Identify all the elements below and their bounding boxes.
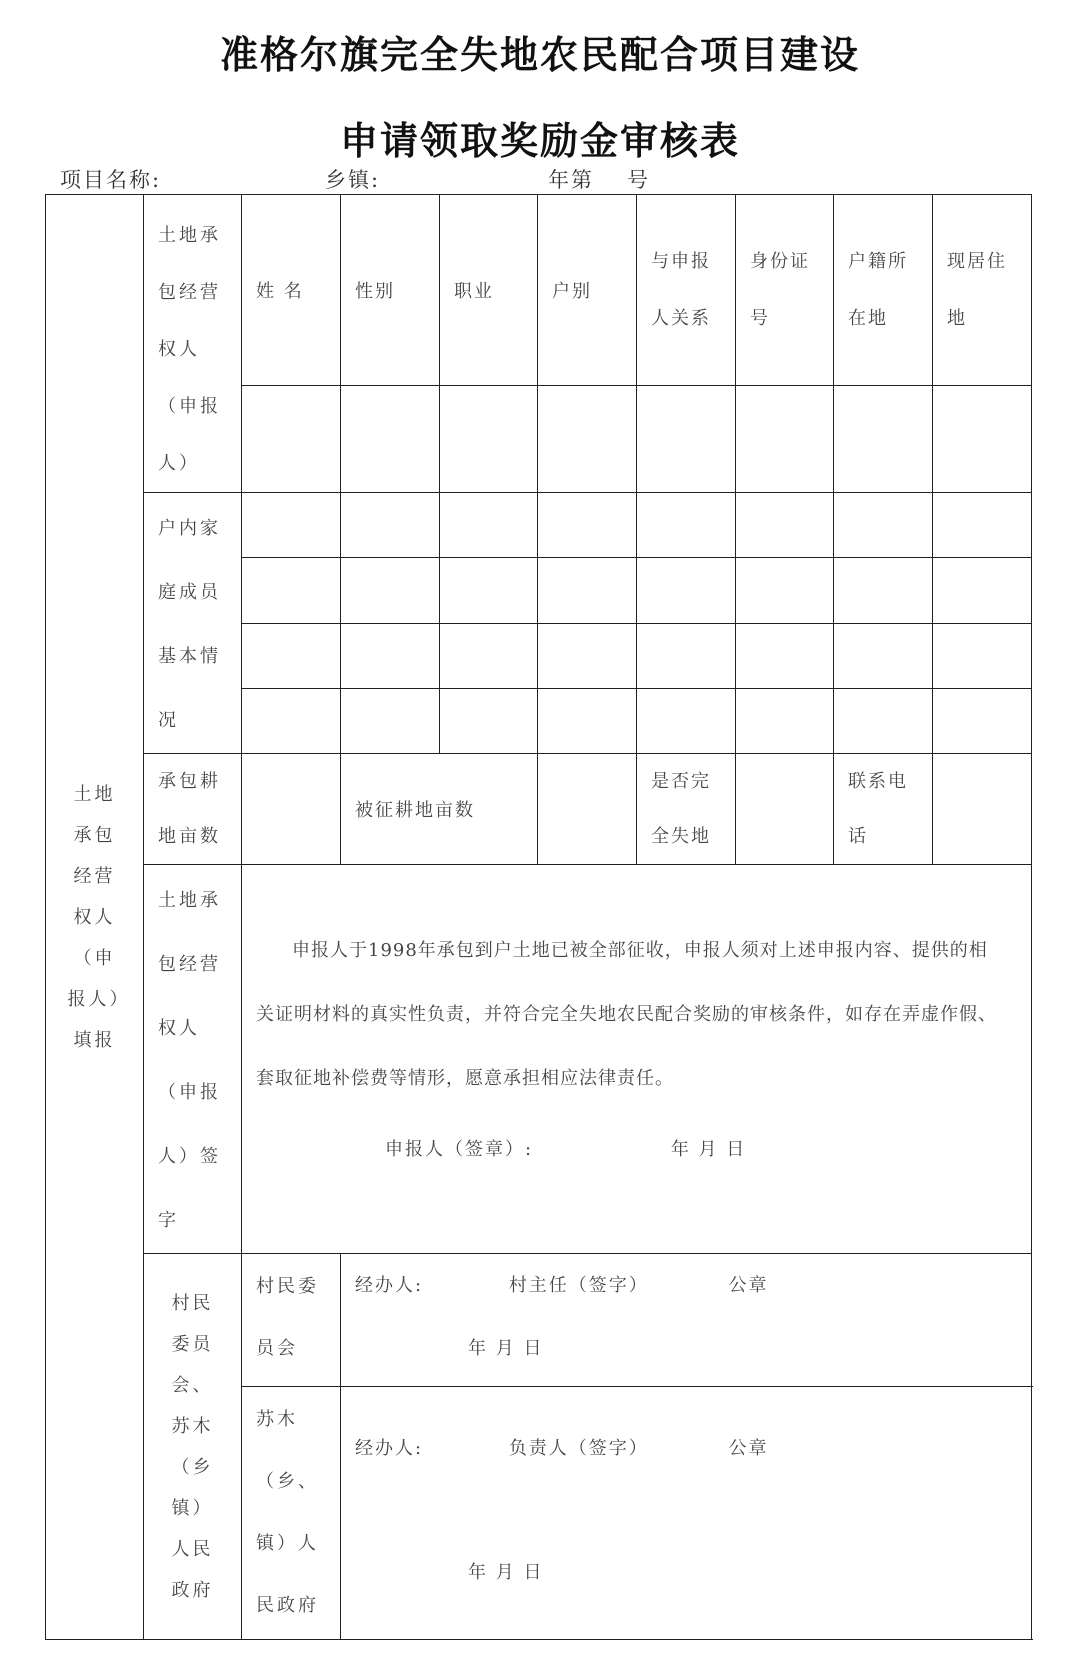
header-hukou: 户籍所在地 bbox=[848, 251, 908, 330]
family-cell[interactable] bbox=[242, 623, 341, 688]
title-line-2: 申请领取奖励金审核表 bbox=[339, 119, 740, 163]
town-person-label: 负责人（签字） bbox=[508, 1438, 649, 1459]
header-household-type-cell bbox=[538, 195, 637, 386]
expropriated-area-value[interactable] bbox=[538, 754, 637, 865]
family-cell[interactable] bbox=[242, 558, 341, 623]
family-cell[interactable] bbox=[440, 493, 538, 558]
header-gender: 性别 bbox=[355, 281, 395, 303]
village-director-label: 村主任（签字） bbox=[508, 1275, 649, 1296]
fully-landless-value[interactable] bbox=[736, 754, 834, 865]
family-cell[interactable] bbox=[834, 493, 933, 558]
signature-label-cell bbox=[144, 865, 242, 1254]
town-date: 年 月 日 bbox=[468, 1562, 544, 1583]
contract-area-label: 承包耕地亩数 bbox=[158, 771, 221, 847]
family-cell[interactable] bbox=[736, 558, 834, 623]
applicant-group-label: 土地承包经营权人（申报人）填报 bbox=[67, 783, 122, 1051]
declaration-cell bbox=[242, 865, 1032, 1254]
holder-label-cell bbox=[144, 195, 242, 493]
family-cell[interactable] bbox=[736, 623, 834, 688]
declarant-signature-label: 申报人（签章）: bbox=[385, 1139, 534, 1160]
family-cell[interactable] bbox=[538, 493, 637, 558]
audit-form-table bbox=[45, 194, 1032, 1640]
family-cell[interactable] bbox=[538, 558, 637, 623]
family-cell[interactable] bbox=[637, 688, 736, 753]
number-label: 号 bbox=[627, 168, 650, 192]
project-name-label: 项目名称: bbox=[60, 168, 162, 192]
family-cell[interactable] bbox=[341, 493, 440, 558]
header-name-cell bbox=[242, 195, 341, 386]
holder-household-value[interactable] bbox=[538, 386, 637, 493]
family-cell[interactable] bbox=[440, 688, 538, 753]
title-line-1: 准格尔旗完全失地农民配合项目建设 bbox=[219, 33, 860, 77]
applicant-group-cell bbox=[46, 195, 144, 1640]
town-seal-label: 公章 bbox=[728, 1438, 769, 1459]
year-no-label: 年第 bbox=[548, 168, 594, 192]
village-date: 年 月 日 bbox=[468, 1338, 544, 1359]
header-relation: 与申报人关系 bbox=[651, 251, 711, 330]
committee-group-label: 村民委员会、苏木（乡镇）人民政府 bbox=[171, 1292, 214, 1601]
family-cell[interactable] bbox=[834, 623, 933, 688]
expropriated-area-label-cell bbox=[341, 754, 538, 865]
family-cell[interactable] bbox=[834, 558, 933, 623]
phone-label: 联系电话 bbox=[848, 771, 908, 847]
phone-label-cell bbox=[834, 754, 933, 865]
header-residence: 现居住地 bbox=[947, 251, 1007, 330]
family-cell[interactable] bbox=[440, 623, 538, 688]
family-cell[interactable] bbox=[933, 623, 1032, 688]
fully-landless-label-cell bbox=[637, 754, 736, 865]
holder-id-value[interactable] bbox=[736, 386, 834, 493]
village-label: 村民委员会 bbox=[256, 1276, 319, 1359]
family-cell[interactable] bbox=[637, 623, 736, 688]
holder-label: 土地承包经营权人（申报人） bbox=[158, 225, 221, 474]
family-cell[interactable] bbox=[933, 558, 1032, 623]
town-gov-sign-cell bbox=[341, 1387, 1032, 1640]
header-name: 姓 名 bbox=[256, 281, 304, 303]
village-label-cell bbox=[242, 1254, 341, 1387]
header-id-cell bbox=[736, 195, 834, 386]
fully-landless-label: 是否完全失地 bbox=[651, 771, 711, 847]
declaration-date: 年 月 日 bbox=[670, 1139, 747, 1160]
family-cell[interactable] bbox=[440, 558, 538, 623]
holder-gender-value[interactable] bbox=[341, 386, 440, 493]
phone-value[interactable] bbox=[933, 754, 1032, 865]
family-cell[interactable] bbox=[933, 688, 1032, 753]
holder-hukou-value[interactable] bbox=[834, 386, 933, 493]
holder-name-value[interactable] bbox=[242, 386, 341, 493]
family-label-cell bbox=[144, 493, 242, 754]
declaration-text: 申报人于1998年承包到户土地已被全部征收，申报人须对上述申报内容、提供的相关证明材料的真实性负责，并符合完全失地农民配合奖励的审核条件，如存在弄虚作假、套取征地补偿费等情形，愿意承担相应法律责任。 bbox=[256, 940, 997, 1089]
contract-area-value[interactable] bbox=[242, 754, 341, 865]
family-cell[interactable] bbox=[933, 493, 1032, 558]
signature-label: 土地承包经营权人（申报人）签字 bbox=[158, 890, 221, 1231]
family-cell[interactable] bbox=[538, 688, 637, 753]
holder-relation-value[interactable] bbox=[637, 386, 736, 493]
header-household-type: 户别 bbox=[552, 281, 592, 303]
village-sign-cell bbox=[341, 1254, 1032, 1387]
header-residence-cell bbox=[933, 195, 1032, 386]
family-cell[interactable] bbox=[538, 623, 637, 688]
contract-area-label-cell bbox=[144, 754, 242, 865]
family-cell[interactable] bbox=[637, 493, 736, 558]
header-gender-cell bbox=[341, 195, 440, 386]
family-cell[interactable] bbox=[834, 688, 933, 753]
town-gov-label: 苏木（乡、镇）人民政府 bbox=[256, 1409, 319, 1616]
family-cell[interactable] bbox=[637, 558, 736, 623]
family-cell[interactable] bbox=[341, 558, 440, 623]
family-cell[interactable] bbox=[341, 688, 440, 753]
header-occupation: 职业 bbox=[454, 281, 494, 303]
header-relation-cell bbox=[637, 195, 736, 386]
holder-occupation-value[interactable] bbox=[440, 386, 538, 493]
header-occupation-cell bbox=[440, 195, 538, 386]
family-cell[interactable] bbox=[341, 623, 440, 688]
expropriated-area-label: 被征耕地亩数 bbox=[355, 800, 475, 821]
village-seal-label: 公章 bbox=[728, 1275, 769, 1296]
header-id-no: 身份证号 bbox=[750, 251, 810, 330]
village-handler-label: 经办人: bbox=[355, 1275, 424, 1296]
family-cell[interactable] bbox=[736, 688, 834, 753]
holder-residence-value[interactable] bbox=[933, 386, 1032, 493]
family-cell[interactable] bbox=[736, 493, 834, 558]
family-cell[interactable] bbox=[242, 688, 341, 753]
family-cell[interactable] bbox=[242, 493, 341, 558]
town-handler-label: 经办人: bbox=[355, 1438, 424, 1459]
header-hukou-cell bbox=[834, 195, 933, 386]
committee-group-cell bbox=[144, 1254, 242, 1640]
town-label: 乡镇: bbox=[325, 168, 381, 192]
family-label: 户内家庭成员基本情况 bbox=[158, 518, 221, 731]
town-gov-label-cell bbox=[242, 1387, 341, 1640]
